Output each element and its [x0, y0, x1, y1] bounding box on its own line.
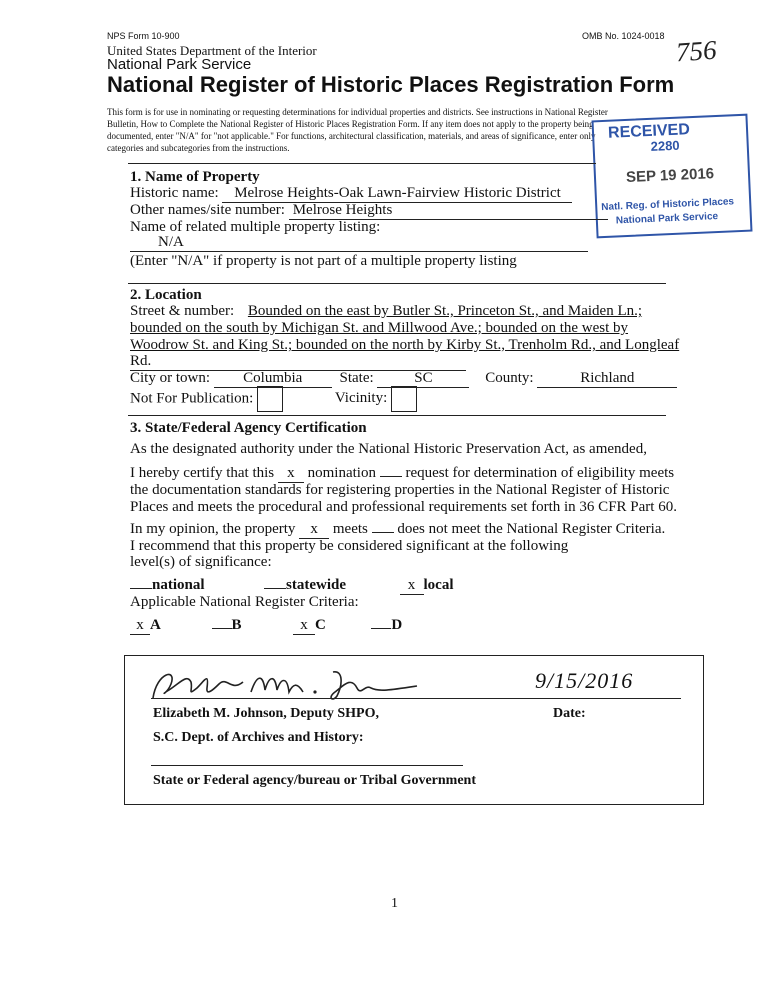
criteria-row — [130, 617, 402, 635]
signer-name: Elizabeth M. Johnson, Deputy SHPO, — [153, 706, 379, 721]
signature-box — [124, 655, 704, 805]
recommend-line1: I recommend that this property be considered significant at the following — [130, 538, 569, 554]
levels-row — [130, 577, 454, 595]
related-listing-label: Name of related multiple property listing: — [130, 219, 381, 235]
stamp-line1: Natl. Reg. of Historic Places — [601, 196, 735, 214]
date-label: Date: — [553, 706, 586, 721]
historic-name-value: Melrose Heights-Oak Lawn-Fairview Historic District — [222, 185, 572, 203]
level-national: national — [152, 577, 205, 593]
criteria-c: C — [315, 617, 326, 633]
form-number: NPS Form 10-900 — [107, 31, 180, 41]
received-stamp — [592, 114, 753, 239]
omb-number: OMB No. 1024-0018 — [582, 31, 665, 41]
publication-row: Not For Publication: Vicinity: — [130, 386, 417, 412]
criteria-d: D — [391, 617, 403, 633]
recommend-line2: level(s) of significance: — [130, 554, 272, 570]
street-line4-row — [130, 353, 466, 371]
page-number: 1 — [391, 896, 398, 911]
street-line4: Rd. — [130, 353, 466, 371]
criteria-a-mark: x — [130, 617, 150, 635]
county-value: Richland — [537, 370, 677, 388]
agency: National Park Service — [107, 56, 252, 73]
level-local-mark: x — [400, 577, 424, 595]
certify-row: I hereby certify that this x nomination request for determination of eligibility meets — [130, 465, 675, 481]
office-name: S.C. Dept. of Archives and History: — [153, 730, 364, 745]
other-names-value: Melrose Heights — [289, 202, 608, 220]
criteria-label: Applicable National Register Criteria: — [130, 594, 359, 610]
handwritten-date: 9/15/2016 — [535, 668, 634, 693]
authority-text: As the designated authority under the National Historic Preservation Act, as amended, — [130, 441, 647, 457]
opinion-row: In my opinion, the property x meets does not meet the National Register Criteria. — [130, 521, 666, 537]
page-title: National Register of Historic Places Registration Form — [107, 72, 675, 97]
state-value: SC — [377, 370, 469, 388]
street-row: Street & number: Bounded on the east by Butler St., Princeton St., and Maiden Ln.; — [130, 303, 643, 319]
stamp-number: 2280 — [650, 137, 680, 154]
vicinity-checkbox[interactable] — [391, 386, 417, 412]
na-note: (Enter "N/A" if property is not part of a multiple property listing — [130, 253, 517, 269]
level-local: local — [423, 577, 454, 593]
related-listing-value: N/A — [130, 234, 588, 252]
opinion-mark: x — [299, 521, 329, 539]
certify-mark: x — [278, 465, 304, 483]
related-listing-row — [130, 234, 588, 252]
other-names-row: Other names/site number: Melrose Heights — [130, 202, 608, 220]
section2-heading: 2. Location — [130, 287, 202, 303]
stamp-line2: National Park Service — [615, 211, 719, 227]
criteria-a: A — [150, 617, 161, 633]
criteria-c-mark: x — [293, 617, 315, 635]
city-state-county-row: City or town: Columbia State: SC County: Richland — [130, 370, 677, 388]
stamp-received: RECEIVED — [606, 121, 693, 143]
department: United States Department of the Interior — [107, 43, 317, 58]
instructions: This form is for use in nominating or requesting determinations for individual properties and districts. See instructions in National Register Bulletin, How to Complete the National Register of Historic Places Registration Form. If any item does not apply to the property being documented, enter "N/A" for "not applicable." For functions, architectural classification, materials, and areas of significance, enter only categories and subcategories from the instructions. — [107, 107, 608, 153]
not-for-publication-checkbox[interactable] — [257, 386, 283, 412]
section3-heading: 3. State/Federal Agency Certification — [130, 420, 367, 436]
historic-name-row: Historic name: Melrose Heights-Oak Lawn-Fairview Historic District — [130, 185, 572, 203]
certify-line3: Places and meets the procedural and professional requirements set forth in 36 CFR Part 60. — [130, 499, 677, 515]
section1-heading: 1. Name of Property — [130, 169, 260, 185]
street-line3: Woodrow St. and King St.; bounded on the north by Kirby St., Trenholm Rd., and Longleaf — [130, 337, 680, 353]
agency-label: State or Federal agency/bureau or Tribal Government — [153, 773, 477, 788]
stamp-date: SEP 19 2016 — [625, 165, 715, 186]
signature-image — [147, 662, 427, 706]
handwritten-number: 756 — [674, 34, 718, 68]
level-statewide: statewide — [286, 577, 347, 593]
city-value: Columbia — [214, 370, 332, 388]
street-line1: Bounded on the east by Butler St., Princeton St., and Maiden Ln.; — [247, 303, 643, 319]
criteria-b: B — [231, 617, 242, 633]
certify-line2: the documentation standards for registering properties in the National Register of Historic — [130, 482, 670, 498]
street-line2: bounded on the south by Michigan St. and Millwood Ave.; bounded on the west by — [130, 320, 629, 336]
